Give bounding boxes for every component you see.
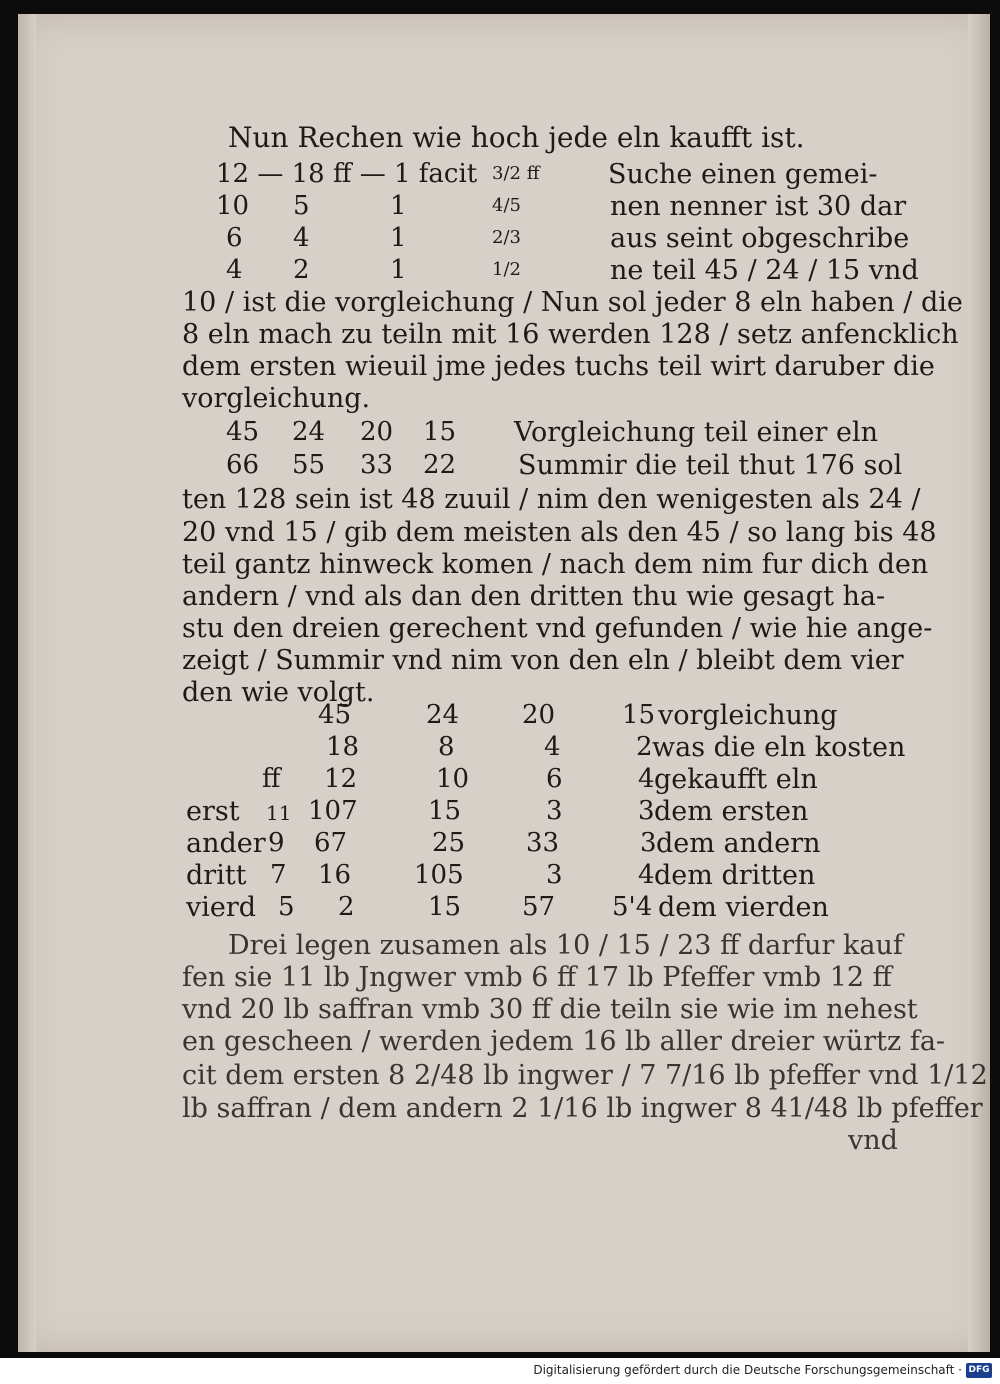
para2-line-4: andern / vnd als dan den dritten thu wie gesagt ha-	[182, 581, 886, 612]
table2-row-1-v3: 20	[360, 417, 394, 447]
table3-row-2-v2: 8	[438, 732, 455, 762]
table3-row-7-v1: 2	[338, 892, 355, 922]
table2-row-2-v1: 66	[226, 450, 260, 480]
table1-row-2-c: 1	[390, 191, 407, 221]
table3-row-7-label: vierd	[186, 892, 257, 923]
table2-row-2-v4: 22	[423, 450, 457, 480]
page-heading: Nun Rechen wie hoch jede eln kaufft ist.	[228, 121, 805, 154]
table3-row-2-v3: 4	[544, 732, 561, 762]
para2-line-2: 20 vnd 15 / gib dem meisten als den 45 / so lang bis 48	[182, 517, 937, 548]
table3-row-7-v2: 15	[428, 892, 462, 922]
table1-row-1-fraction: 3/2 ff	[492, 163, 540, 184]
table3-row-4-pre: 11	[266, 801, 292, 825]
para1-line-2: 8 eln mach zu teiln mit 16 werden 128 / setz anfencklich	[182, 319, 959, 350]
table3-row-4-label: erst	[186, 796, 240, 827]
para2-line-3: teil gantz hinweck komen / nach dem nim fur dich den	[182, 549, 929, 580]
table1-row-2-a: 10	[216, 191, 250, 221]
table1-row-3-fraction: 2/3	[492, 227, 521, 248]
table1-row-3-c: 1	[390, 223, 407, 253]
para1-line-3: dem ersten wieuil jme jedes tuchs teil wirt daruber die	[182, 351, 935, 382]
table1-row-2-b: 5	[293, 191, 310, 221]
footer-bar	[0, 1358, 1000, 1384]
table3-row-2-text: was die eln kosten	[652, 732, 906, 763]
table3-row-5-text: dem andern	[656, 828, 821, 859]
funding-credit: Digitalisierung gefördert durch die Deutsche Forschungsgemeinschaft ·	[533, 1363, 962, 1377]
table1-row-1-text: Suche einen gemei-	[608, 159, 878, 190]
table3-row-4-v2: 15	[428, 796, 462, 826]
table3-row-7-v3: 57	[522, 892, 556, 922]
table3-row-5-label: ander	[186, 828, 266, 859]
para3-line-2: fen sie 11 lb Jngwer vmb 6 ff 17 lb Pfeffer vmb 12 ff	[182, 962, 892, 993]
table3-row-7-pre: 5	[278, 892, 295, 922]
table2-row-2-v2: 55	[292, 450, 326, 480]
table2-row-1-v1: 45	[226, 417, 260, 447]
dfg-logo: DFG	[966, 1363, 992, 1378]
table2-row-1-v4: 15	[423, 417, 457, 447]
table3-row-7-text: dem vierden	[658, 892, 829, 923]
table3-row-3-v4: 4	[638, 764, 655, 794]
table3-row-1-text: vorgleichung	[658, 700, 838, 731]
table1-row-2-text: nen nenner ist 30 dar	[610, 191, 907, 222]
table2-row-2-text: Summir die teil thut 176 sol	[518, 450, 903, 481]
table3-row-5-v4: 3	[640, 828, 657, 858]
catchword: vnd	[848, 1125, 898, 1156]
table3-row-6-pre: 7	[270, 860, 287, 890]
para2-line-1: ten 128 sein ist 48 zuuil / nim den wenigesten als 24 /	[182, 484, 921, 515]
table1-row-3-a: 6	[226, 223, 243, 253]
table3-row-3-v3: 6	[546, 764, 563, 794]
para1-line-1: 10 / ist die vorgleichung / Nun sol jeder 8 eln haben / die	[182, 287, 963, 318]
table1-row-2-fraction: 4/5	[492, 195, 521, 216]
table3-row-6-v4: 4	[638, 860, 655, 890]
table3-row-4-v4: 3	[638, 796, 655, 826]
para2-line-7: den wie volgt.	[182, 677, 375, 708]
table3-row-3-v1: 12	[324, 764, 358, 794]
table1-row-4-fraction: 1/2	[492, 259, 521, 280]
table3-row-6-text: dem dritten	[654, 860, 816, 891]
table3-row-6-v3: 3	[546, 860, 563, 890]
table3-row-3-pre: ff	[262, 764, 281, 794]
table3-row-5-v2: 25	[432, 828, 466, 858]
para3-line-3: vnd 20 lb saffran vmb 30 ff die teiln sie wie im nehest	[182, 994, 918, 1025]
table1-row-3-b: 4	[293, 223, 310, 253]
table1-row-4-b: 2	[293, 255, 310, 285]
book-page	[18, 14, 990, 1352]
table2-row-1-text: Vorgleichung teil einer eln	[514, 417, 879, 448]
table3-row-4-v1: 107	[308, 796, 358, 826]
table2-row-2-v3: 33	[360, 450, 394, 480]
table1-row-4-text: ne teil 45 / 24 / 15 vnd	[610, 255, 919, 286]
para2-line-6: zeigt / Summir vnd nim von den eln / bleibt dem vier	[182, 645, 904, 676]
table1-row-3-text: aus seint obgeschribe	[610, 223, 910, 254]
table3-row-5-v3: 33	[526, 828, 560, 858]
para3-line-1: Drei legen zusamen als 10 / 15 / 23 ff darfur kauf	[228, 930, 903, 961]
table3-row-2-v4: 2	[636, 732, 653, 762]
table3-row-5-v1: 67	[314, 828, 348, 858]
table2-row-1-v2: 24	[292, 417, 326, 447]
para3-line-5: cit dem ersten 8 2/48 lb ingwer / 7 7/16 lb pfeffer vnd 1/12	[182, 1060, 988, 1091]
table3-row-1-v1: 45	[318, 700, 352, 730]
table3-row-1-v4: 15	[622, 700, 656, 730]
table1-row-4-c: 1	[390, 255, 407, 285]
para3-line-6: lb saffran / dem andern 2 1/16 lb ingwer 8 41/48 lb pfeffer	[182, 1093, 983, 1124]
table3-row-3-v2: 10	[436, 764, 470, 794]
para1-line-4: vorgleichung.	[182, 383, 371, 414]
table3-row-2-v1: 18	[326, 732, 360, 762]
table3-row-6-label: dritt	[186, 860, 247, 891]
para2-line-5: stu den dreien gerechent vnd gefunden / wie hie ange-	[182, 613, 933, 644]
para3-line-4: en gescheen / werden jedem 16 lb aller dreier würtz fa-	[182, 1026, 946, 1057]
table3-row-5-pre: 9	[268, 828, 285, 858]
table3-row-3-text: gekaufft eln	[654, 764, 818, 795]
table3-row-1-v2: 24	[426, 700, 460, 730]
table3-row-4-text: dem ersten	[654, 796, 809, 827]
table1-row-1-lead: 12 — 18 ff — 1 facit	[216, 159, 478, 189]
table3-row-6-v2: 105	[414, 860, 464, 890]
page-edge-right	[968, 14, 990, 1352]
page-edge-left	[18, 14, 36, 1352]
table3-row-1-v3: 20	[522, 700, 556, 730]
table3-row-4-v3: 3	[546, 796, 563, 826]
table3-row-7-v4: 5'4	[612, 892, 653, 922]
table3-row-6-v1: 16	[318, 860, 352, 890]
table1-row-4-a: 4	[226, 255, 243, 285]
